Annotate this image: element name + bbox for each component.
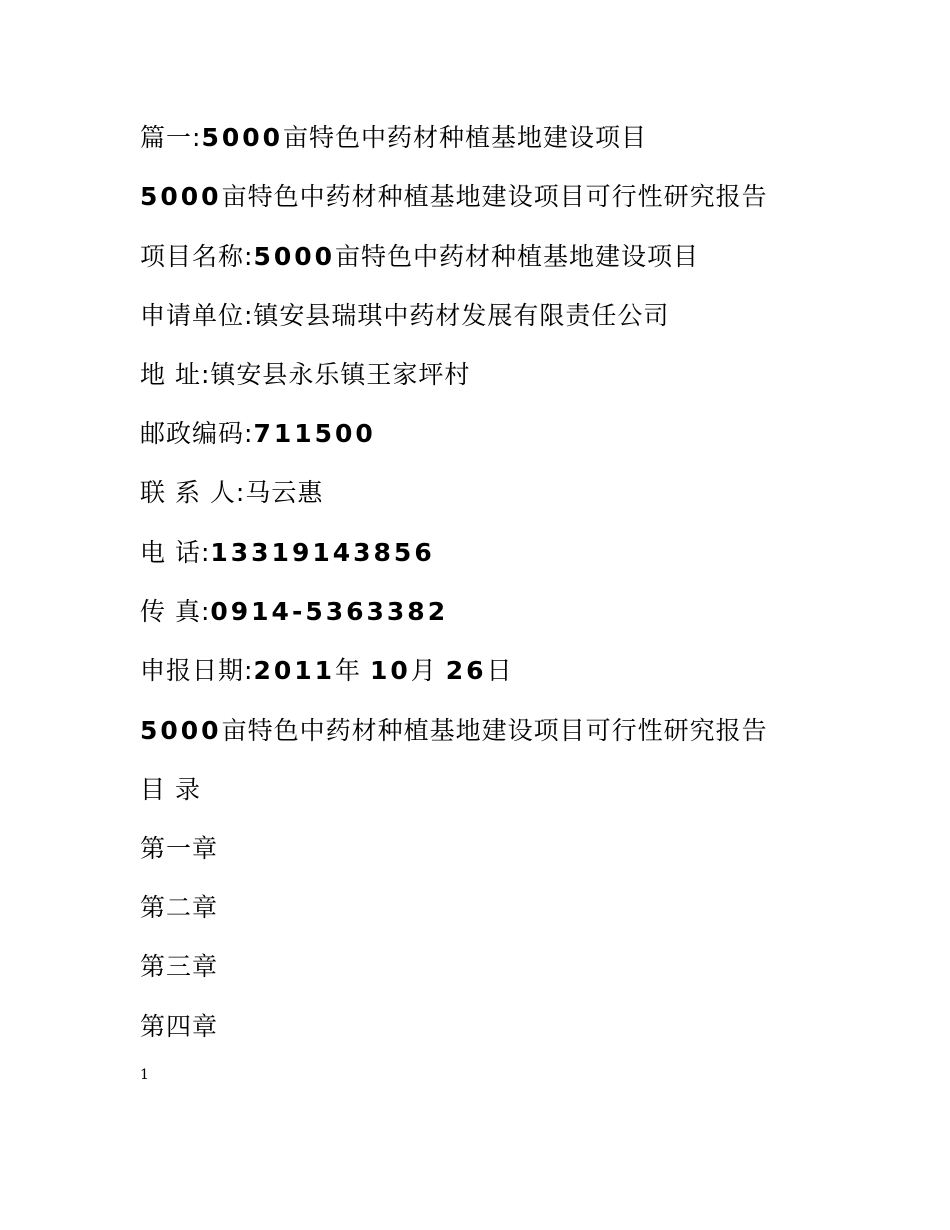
toc-chapter-3: 第三章 <box>140 952 219 981</box>
acreage-number: 5000 <box>253 242 336 271</box>
date-day-unit: 日 <box>486 656 513 685</box>
postal-code-label: 邮政编码: <box>140 419 254 448</box>
toc-chapter-2: 第二章 <box>140 893 219 922</box>
date-day: 26 <box>445 656 487 685</box>
date-month-unit: 月 <box>410 656 437 685</box>
applicant-line: 申请单位:镇安县瑞琪中药材发展有限责任公司 <box>140 301 670 330</box>
page-number: 1 <box>140 1067 149 1083</box>
fax-line <box>140 592 448 632</box>
address-line: 地 址:镇安县永乐镇王家坪村 <box>140 360 471 389</box>
toc-chapter-1: 第一章 <box>140 834 219 863</box>
date-month: 10 <box>370 656 411 685</box>
fax-label: 传 真: <box>140 597 211 626</box>
report-title-repeat <box>140 711 768 751</box>
toc-title: 目 录 <box>140 775 201 804</box>
project-title-text: 亩特色中药材种植基地建设项目 <box>283 123 648 152</box>
report-title-text: 亩特色中药材种植基地建设项目可行性研究报告 <box>221 716 768 745</box>
section-prefix: 篇一: <box>140 123 202 152</box>
toc-chapter-4: 第四章 <box>140 1012 219 1041</box>
fax-value: 0914-5363382 <box>210 597 449 626</box>
phone-value: 13319143856 <box>210 538 435 567</box>
date-line <box>140 651 513 691</box>
postal-code-line <box>140 414 376 454</box>
project-name-line <box>140 237 699 277</box>
postal-code-value: 711500 <box>253 419 376 448</box>
date-year: 2011 <box>253 656 336 685</box>
phone-label: 电 话: <box>140 538 211 567</box>
section-heading <box>140 118 647 158</box>
acreage-number: 5000 <box>140 182 222 211</box>
project-name-label: 项目名称: <box>140 242 254 271</box>
report-title <box>140 177 768 217</box>
date-year-unit: 年 <box>335 656 362 685</box>
contact-person-line: 联 系 人:马云惠 <box>140 478 324 507</box>
acreage-number: 5000 <box>201 123 284 152</box>
date-label: 申报日期: <box>140 656 254 685</box>
report-title-text: 亩特色中药材种植基地建设项目可行性研究报告 <box>221 182 768 211</box>
acreage-number: 5000 <box>140 716 222 745</box>
project-name-value: 亩特色中药材种植基地建设项目 <box>335 242 700 271</box>
phone-line <box>140 533 435 573</box>
